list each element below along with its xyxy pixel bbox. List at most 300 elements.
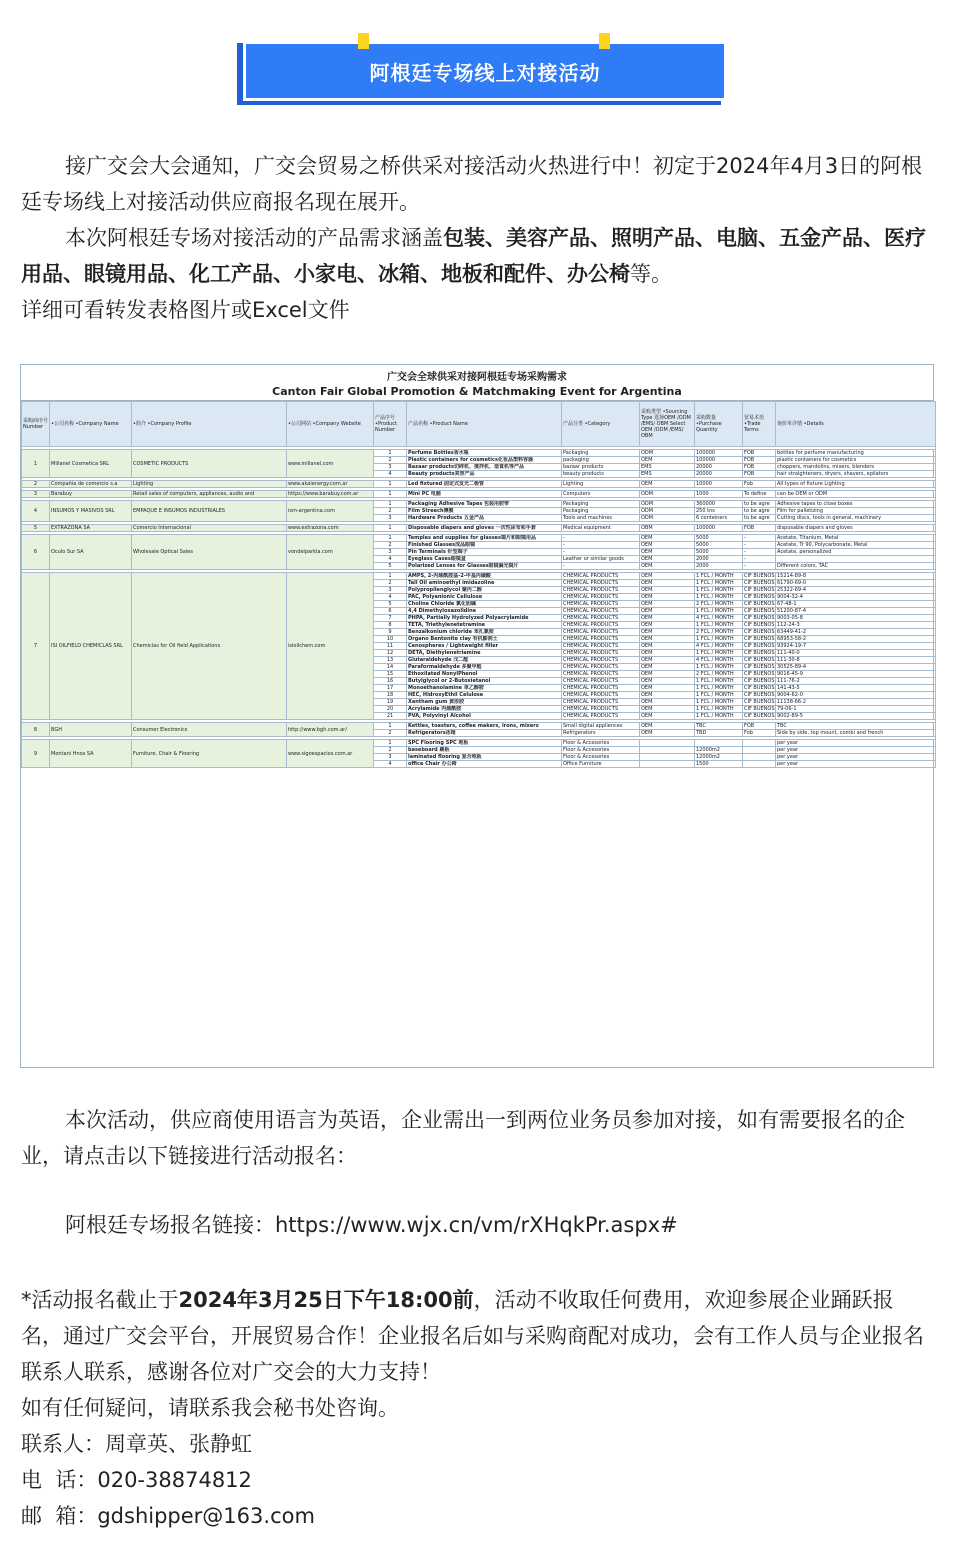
product-name: Packaging Adhesive Tapes 包装用胶带 <box>407 501 562 508</box>
sourcing-type: ODM <box>640 491 695 498</box>
link-section <box>21 1207 935 1243</box>
product-number: 16 <box>374 678 407 685</box>
details: can be OEM or ODM <box>776 491 936 498</box>
company-website: ism-argentina.com <box>287 501 374 522</box>
details: 112-24-3 <box>776 622 936 629</box>
sourcing-type: OEM <box>640 650 695 657</box>
product-number: 3 <box>374 464 407 471</box>
trade-terms: CIF BUENOS <box>744 587 775 593</box>
product-number: 5 <box>374 601 407 608</box>
quantity: 4 FCL / MONTH <box>695 643 743 650</box>
sourcing-type <box>640 747 695 754</box>
company-profile: Comercio Internacional <box>132 525 287 532</box>
product-name: Refrigerators冰箱 <box>407 730 562 737</box>
quantity: 1 FCL / MONTH <box>695 685 743 692</box>
sourcing-type: OEM <box>640 713 695 720</box>
product-name: TETA, Triethylenetetramine <box>407 622 562 629</box>
product-name: Led fixtured 固定式发光二极管 <box>407 481 562 488</box>
product-name: Bazaar products切碎机、搅拌机、造食机等产品 <box>407 464 562 471</box>
company-name: Compañía de comercio s.a <box>50 481 132 488</box>
table-row <box>22 740 936 747</box>
company-profile: Lighting <box>132 481 287 488</box>
product-number: 4 <box>374 761 407 768</box>
trade-terms: CIF BUENOS <box>744 580 775 586</box>
quantity: 360000 <box>695 501 743 508</box>
details: bottles for perfume manufacturing <box>776 450 936 457</box>
sourcing-type: OBM <box>640 525 695 532</box>
product-name: Choline Chloride 氯化胆碱 <box>407 601 562 608</box>
trade-terms: CIF BUENOS <box>744 650 775 656</box>
trade-terms: CIF BUENOS <box>744 713 775 719</box>
sourcing-type: OEM <box>640 657 695 664</box>
category: CHEMICAL PRODUCTS <box>562 685 640 692</box>
table-header-cell: •简介 •Company Profile <box>132 402 287 447</box>
trade-terms: - <box>743 542 776 549</box>
product-number: 2 <box>374 508 407 515</box>
trade-terms: to be agre <box>743 501 776 508</box>
category: CHEMICAL PRODUCTS <box>562 594 640 601</box>
trade-terms: FOB <box>743 525 776 532</box>
product-name: AMPS, 2-丙烯酰胺基-2-甲基丙磺酸 <box>407 573 562 580</box>
company-name: ISI OILFIELD CHEMICLAS SRL <box>50 573 132 720</box>
quantity: 12000m2 <box>695 754 743 761</box>
table-header-cell: 产品名称 •Product Name <box>407 402 562 447</box>
contact-phone: 电 话：020-38874812 <box>21 1468 252 1492</box>
quantity: 1500 <box>695 761 743 768</box>
product-name: Mini PC 电脑 <box>407 491 562 498</box>
product-name: office Chair 办公椅 <box>407 761 562 768</box>
company-website: https://www.barabuy.com.ar <box>287 491 374 498</box>
signup-section <box>21 1102 935 1174</box>
category: Floor & Accesories <box>562 747 640 754</box>
category: CHEMICAL PRODUCTS <box>562 622 640 629</box>
buyer-number: 4 <box>22 501 50 522</box>
table-row <box>22 450 936 457</box>
sourcing-type: ODM <box>640 508 695 515</box>
trade-terms: CIF BUENOS <box>744 615 775 621</box>
table-header-cell: 采购数量 •Purchase Quantity <box>695 402 743 447</box>
table-row <box>22 573 936 580</box>
product-number: 6 <box>374 608 407 615</box>
details: 15214-89-8 <box>776 573 936 580</box>
trade-terms: FOB <box>743 450 776 457</box>
company-profile: COSMETIC PRODUCTS <box>132 450 287 478</box>
quantity: 1 FCL / MONTH <box>695 699 743 706</box>
table-header-cell: 询价单详情 •Details <box>776 402 936 447</box>
product-number: 5 <box>374 563 407 570</box>
product-name: Ethoxilated NonylPhenol <box>407 671 562 678</box>
category: Floor & Accesories <box>562 740 640 747</box>
table-row <box>22 501 936 508</box>
product-number: 3 <box>374 754 407 761</box>
details: Acetate, Titanium, Metal <box>776 535 936 542</box>
details: 141-43-5 <box>776 685 936 692</box>
product-number: 14 <box>374 664 407 671</box>
trade-terms: CIF BUENOS <box>744 622 775 628</box>
category: Packaging <box>562 450 640 457</box>
table-header-cell: 采购类型 •Sourcing Type 选择OEM /ODM /EMS/ OBM Select OEM /ODM /EMS/ OBM <box>640 402 695 447</box>
details: 111-40-0 <box>776 650 936 657</box>
buyer-number: 7 <box>22 573 50 720</box>
details: 11138-66-2 <box>776 699 936 706</box>
quantity: 1 FCL / MONTH <box>695 622 743 629</box>
product-name: baseboard 踢板 <box>407 747 562 754</box>
details <box>776 556 936 563</box>
category: Small digital appliences <box>562 723 640 730</box>
details: per year <box>776 761 936 768</box>
category: packaging <box>562 457 640 464</box>
details: 9016-45-9 <box>776 671 936 678</box>
product-name: Film Streech薄膜 <box>407 508 562 515</box>
trade-terms: - <box>743 549 776 556</box>
contact-people: 联系人：周章英、张静虹 <box>21 1432 252 1456</box>
sourcing-type: OEM <box>640 481 695 488</box>
table-row <box>22 723 936 730</box>
company-profile: Retail sales of computers, appliances, audio and <box>132 491 287 498</box>
quantity: 4 FCL / MONTH <box>695 657 743 664</box>
product-name: Hardware Products 五金产品 <box>407 515 562 522</box>
company-profile: Chemiclas for Oil field Applications <box>132 573 287 720</box>
product-name: DETA, Diethylenetriamine <box>407 650 562 657</box>
category: CHEMICAL PRODUCTS <box>562 713 640 720</box>
trade-terms: CIF BUENOS <box>744 706 775 712</box>
buyer-number: 2 <box>22 481 50 488</box>
category: CHEMICAL PRODUCTS <box>562 706 640 713</box>
product-number: 2 <box>374 730 407 737</box>
product-number: 19 <box>374 699 407 706</box>
company-name: Millanel Cosmetica SRL <box>50 450 132 478</box>
category: - <box>562 549 640 556</box>
category: - <box>562 563 640 570</box>
product-number: 1 <box>374 525 407 532</box>
details: 9003-05-8 <box>776 615 936 622</box>
sourcing-type <box>640 761 695 768</box>
sourcing-type: OEM <box>640 692 695 699</box>
product-number: 10 <box>374 636 407 643</box>
trade-terms: CIF BUENOS <box>744 678 775 684</box>
product-number: 1 <box>374 501 407 508</box>
category: Packaging <box>562 501 640 508</box>
category: Lighting <box>562 481 640 488</box>
quantity: 5000 <box>695 542 743 549</box>
quantity: 5000 <box>695 549 743 556</box>
trade-terms: CIF BUENOS <box>744 594 775 600</box>
product-number: 8 <box>374 622 407 629</box>
quantity: 1 FCL / MONTH <box>695 650 743 657</box>
company-website: www.extrazona.com <box>287 525 374 532</box>
category: CHEMICAL PRODUCTS <box>562 664 640 671</box>
table-header-row <box>22 402 936 447</box>
buyer-number: 1 <box>22 450 50 478</box>
trade-terms: to be agre <box>743 515 776 522</box>
deadline-paragraph <box>21 1282 935 1390</box>
product-number: 2 <box>374 542 407 549</box>
trade-terms: CIF BUENOS <box>744 657 775 663</box>
sheet-title-cn: 广交会全球供采对接阿根廷专场采购需求 <box>387 372 567 383</box>
category: CHEMICAL PRODUCTS <box>562 615 640 622</box>
sourcing-type: OEM <box>640 671 695 678</box>
company-name: Montani Hnos SA <box>50 740 132 768</box>
quantity: 5000 <box>695 535 743 542</box>
product-number: 1 <box>374 573 407 580</box>
quantity: 1 FCL / MONTH <box>695 636 743 643</box>
company-profile: Furniture, Chair & Flooring <box>132 740 287 768</box>
sourcing-type <box>640 740 695 747</box>
link-line <box>21 1207 935 1243</box>
quantity: 2000 <box>695 563 743 570</box>
sourcing-type: OEM <box>640 535 695 542</box>
trade-terms: CIF BUENOS <box>744 608 775 614</box>
sourcing-type: ODM <box>640 515 695 522</box>
company-website: isioilchem.com <box>287 573 374 720</box>
product-number: 20 <box>374 706 407 713</box>
link-label: 阿根廷专场报名链接： <box>65 1213 275 1237</box>
category: CHEMICAL PRODUCTS <box>562 643 640 650</box>
product-name: HEC, HidroxyEthil Celulose <box>407 692 562 699</box>
details: All types of fixture Lighting <box>776 481 936 488</box>
sourcing-type: OEM <box>640 573 695 580</box>
quantity: TBC <box>695 723 743 730</box>
category: CHEMICAL PRODUCTS <box>562 629 640 636</box>
product-name: PVA, Polyvinyl Alcohol <box>407 713 562 720</box>
buyer-number: 5 <box>22 525 50 532</box>
details: disposable diapers and gloves <box>776 525 936 532</box>
quantity: 250 tns <box>695 508 743 515</box>
product-name: Finished Glasses成品眼镜 <box>407 542 562 549</box>
requirements-table <box>21 401 936 768</box>
sheet-title-en: Canton Fair Global Promotion & Matchmaking Event for Argentina <box>272 385 682 398</box>
category: CHEMICAL PRODUCTS <box>562 636 640 643</box>
details: 9004-62-0 <box>776 692 936 699</box>
company-name: BGH <box>50 723 132 737</box>
details: 93924-19-7 <box>776 643 936 650</box>
product-name: 4,4 Dimethyloxazolidine <box>407 608 562 615</box>
details: 111-76-2 <box>776 678 936 685</box>
trade-terms <box>743 754 776 761</box>
details: hair straighteners, dryers, shavers, epilators <box>776 471 936 478</box>
deadline-date: 2024年3月25日下午18:00前 <box>178 1288 474 1312</box>
details: 51200-87-4 <box>776 608 936 615</box>
category: CHEMICAL PRODUCTS <box>562 601 640 608</box>
contact-email[interactable]: 邮 箱：gdshipper@163.com <box>21 1504 315 1528</box>
product-number: 1 <box>374 491 407 498</box>
category: CHEMICAL PRODUCTS <box>562 671 640 678</box>
product-name: Disposable diapers and gloves 一次性尿布和手套 <box>407 525 562 532</box>
products-list: 包装、美容产品、照明产品、电脑、五金产品、医疗用品、眼镜用品、化工产品、小家电、冰箱、地板和配件、办公椅 <box>21 226 926 286</box>
category: Floor & Accesories <box>562 754 640 761</box>
quantity: 20000 <box>695 464 743 471</box>
sourcing-type: OEM <box>640 678 695 685</box>
sourcing-type: OEM <box>640 601 695 608</box>
quantity: 4 FCL / MONTH <box>695 615 743 622</box>
product-number: 15 <box>374 671 407 678</box>
sourcing-type: OEM <box>640 723 695 730</box>
details: 68953-58-2 <box>776 636 936 643</box>
buyer-number: 3 <box>22 491 50 498</box>
trade-terms: CIF BUENOS <box>744 601 775 607</box>
trade-terms: Fob <box>743 481 776 488</box>
product-number: 4 <box>374 594 407 601</box>
trade-terms: CIF BUENOS <box>744 664 775 670</box>
quantity: 1 FCL / MONTH <box>695 706 743 713</box>
sourcing-type: OEM <box>640 699 695 706</box>
category: Leather or similar goods <box>562 556 640 563</box>
sheet-title <box>21 365 933 401</box>
details: 9002-89-5 <box>776 713 936 720</box>
product-name: Butylglycol or 2-Butoxietanol <box>407 678 562 685</box>
product-name: Polarized Lenses for Glasses眼镜偏光镜片 <box>407 563 562 570</box>
details: TBC <box>776 723 936 730</box>
quantity: 100000 <box>695 457 743 464</box>
trade-terms <box>743 747 776 754</box>
requirements-sheet <box>20 364 934 1068</box>
table-header-cell: 产品分类 •Category <box>562 402 640 447</box>
sourcing-type: OEM <box>640 706 695 713</box>
details: per year <box>776 754 936 761</box>
product-name: Polypropilenglycol 聚丙二醇 <box>407 587 562 594</box>
product-number: 1 <box>374 723 407 730</box>
details: 67-48-1 <box>776 601 936 608</box>
quantity: 2 FCL / MONTH <box>695 671 743 678</box>
details: 9004-32-4 <box>776 594 936 601</box>
banner-box <box>243 41 727 101</box>
quantity: 1000 <box>695 491 743 498</box>
category: CHEMICAL PRODUCTS <box>562 678 640 685</box>
category: beauty products <box>562 471 640 478</box>
trade-terms: To define <box>743 491 776 498</box>
sourcing-type: OEM <box>640 556 695 563</box>
quantity: 2 FCL / MONTH <box>695 629 743 636</box>
trade-terms: CIF BUENOS <box>744 573 775 579</box>
product-name: Benzalkonium chloride 苯扎氯铵 <box>407 629 562 636</box>
details: Side by side, top mount, combi and french <box>776 730 936 737</box>
category: CHEMICAL PRODUCTS <box>562 608 640 615</box>
product-number: 4 <box>374 556 407 563</box>
product-number: 1 <box>374 535 407 542</box>
quantity: 1 FCL / MONTH <box>695 580 743 587</box>
sourcing-type: EMS <box>640 471 695 478</box>
trade-terms: - <box>743 563 776 570</box>
product-name: Monoethanolamine 单乙醇胺 <box>407 685 562 692</box>
sourcing-type <box>640 754 695 761</box>
company-name: Oculo Sur SA <box>50 535 132 570</box>
signup-link[interactable]: https://www.wjx.cn/vm/rXHqkPr.aspx# <box>275 1213 678 1237</box>
company-profile: Wholesale Optical Sales <box>132 535 287 570</box>
trade-terms: - <box>743 535 776 542</box>
quantity: 100000 <box>695 525 743 532</box>
sourcing-type: OEM <box>640 457 695 464</box>
details: Acetate, personalized <box>776 549 936 556</box>
details: Adhesive tapes to close boxes <box>776 501 936 508</box>
trade-terms: CIF BUENOS <box>744 636 775 642</box>
intro-paragraph-2 <box>21 220 935 292</box>
details: Film for palletizing <box>776 508 936 515</box>
product-name: PHPA, Partially Hydrolyzed Polyacrylamide <box>407 615 562 622</box>
quantity: 1 FCL / MONTH <box>695 678 743 685</box>
quantity: 1 FCL / MONTH <box>695 573 743 580</box>
product-number: 18 <box>374 692 407 699</box>
quantity: 2 FCL / MONTH <box>695 601 743 608</box>
product-number: 21 <box>374 713 407 720</box>
sourcing-type: OEM <box>640 563 695 570</box>
product-number: 12 <box>374 650 407 657</box>
trade-terms: CIF BUENOS <box>744 692 775 698</box>
category: Office Furniture <box>562 761 640 768</box>
buyer-number: 9 <box>22 740 50 768</box>
title-banner <box>237 33 727 109</box>
intro-paragraph-3: 详细可看转发表格图片或Excel文件 <box>21 298 350 322</box>
table-row <box>22 491 936 498</box>
category: CHEMICAL PRODUCTS <box>562 587 640 594</box>
trade-terms <box>743 761 776 768</box>
table-row <box>22 525 936 532</box>
quantity: 10000 <box>695 481 743 488</box>
quantity: 1 FCL / MONTH <box>695 664 743 671</box>
table-header-cell: •公司网站 •Company Website <box>287 402 374 447</box>
table-row <box>22 535 936 542</box>
sourcing-type: EMS <box>640 464 695 471</box>
quantity: 1 FCL / MONTH <box>695 608 743 615</box>
trade-terms: FOB <box>743 471 776 478</box>
signup-paragraph: 本次活动，供应商使用语言为英语，企业需出一到两位业务员参加对接，如有需要报名的企业，请点击以下链接进行活动报名： <box>21 1108 905 1168</box>
product-number: 3 <box>374 515 407 522</box>
sourcing-type: OEM <box>640 587 695 594</box>
details: 63449-41-2 <box>776 629 936 636</box>
details: per year <box>776 740 936 747</box>
product-name: Eyeglass Cases眼镜盒 <box>407 556 562 563</box>
quantity: 1 FCL / MONTH <box>695 594 743 601</box>
quantity: TBD <box>695 730 743 737</box>
deadline-suffix: ，活动不收取任何费用，欢迎参展企业踊跃报名，通过广交会平台，开展贸易合作！企业报名后如与采购商配对成功，会有工作人员与企业报名联系人联系，感谢各位对广交会的大力支持！ <box>21 1288 924 1384</box>
product-number: 1 <box>374 450 407 457</box>
banner-title: 阿根廷专场线上对接活动 <box>369 60 601 85</box>
product-name: Cenospheres / Lightweight filler <box>407 643 562 650</box>
product-name: PAC, Polyanionic Cellulose <box>407 594 562 601</box>
table-header-cell: 采购商序号 Number <box>22 402 50 447</box>
sourcing-type: OEM <box>640 549 695 556</box>
category: CHEMICAL PRODUCTS <box>562 657 640 664</box>
product-number: 4 <box>374 471 407 478</box>
quantity: 20000 <box>695 471 743 478</box>
product-name: Organo Bentonite clay 有机膨润土 <box>407 636 562 643</box>
product-number: 17 <box>374 685 407 692</box>
company-name: Barabuy <box>50 491 132 498</box>
product-number: 2 <box>374 457 407 464</box>
product-name: Beauty products美容产品 <box>407 471 562 478</box>
trade-terms: to be agre <box>743 508 776 515</box>
category: bazaar products <box>562 464 640 471</box>
details: 111-30-8 <box>776 657 936 664</box>
product-number: 1 <box>374 481 407 488</box>
contact-note: 如有任何疑问，请联系我会秘书处咨询。 <box>21 1396 399 1420</box>
category: CHEMICAL PRODUCTS <box>562 699 640 706</box>
category: - <box>562 535 640 542</box>
product-name: Glutaraldehyde 戊二醛 <box>407 657 562 664</box>
deadline-prefix: *活动报名截止于 <box>21 1288 179 1312</box>
product-number: 13 <box>374 657 407 664</box>
buyer-number: 6 <box>22 535 50 570</box>
product-name: Plastic containers for cosmetics化妆品塑料容器 <box>407 457 562 464</box>
category: Tools and machines <box>562 515 640 522</box>
trade-terms: CIF BUENOS <box>744 643 775 649</box>
sourcing-type: OEM <box>640 580 695 587</box>
category: CHEMICAL PRODUCTS <box>562 650 640 657</box>
sourcing-type: OEM <box>640 629 695 636</box>
details: plastic containers for cosmetics <box>776 457 936 464</box>
banner-tab-right <box>599 33 610 49</box>
quantity: 1 FCL / MONTH <box>695 692 743 699</box>
sourcing-type: OEM <box>640 636 695 643</box>
